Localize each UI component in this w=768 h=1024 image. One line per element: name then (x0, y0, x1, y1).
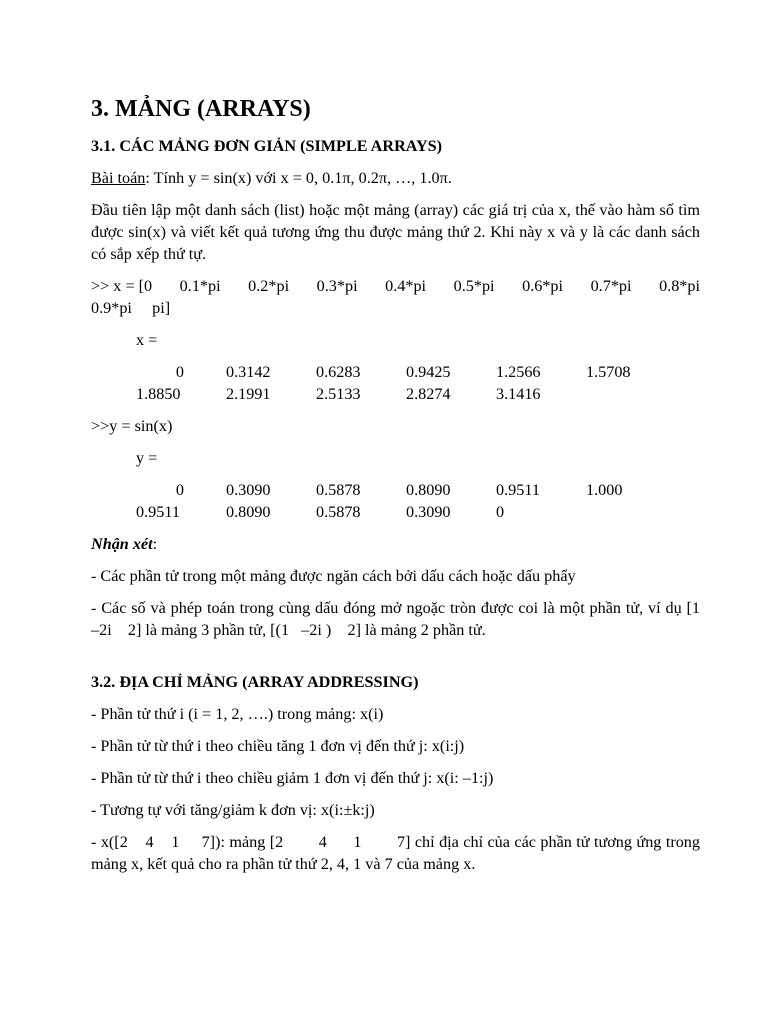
value-cell: 0 (496, 503, 505, 521)
addressing-item: - Tương tự với tăng/giảm k đơn vị: x(i:±k:j) (91, 801, 375, 819)
addressing-item: - Phần tử thứ i (i = 1, 2, ….) trong mảng: x(i) (91, 705, 384, 723)
value-cell: 0.8090 (226, 503, 271, 521)
problem-statement (91, 167, 700, 189)
cmd-x-token: 0.5*pi (453, 277, 495, 295)
remark-label: Nhận xét (91, 535, 153, 553)
value-cell: 2.1991 (226, 385, 271, 403)
addressing-item: - x([2 4 1 7]): mảng [2 4 1 7] chỉ địa chỉ của các phần tử tương ứng trong mảng x, kết quả cho ra phần tử thứ 2, 4, 1 và 7 của mảng x. (91, 833, 705, 873)
value-cell: 1.2566 (496, 363, 541, 381)
intro-paragraph: Đầu tiên lập một danh sách (list) hoặc một mảng (array) các giá trị của x, thế vào hàm số tìm được sin(x) và viết kết quả tương ứng thu được mảng thứ 2. Khi này x và y là các danh sách có sắp xếp thứ tự. (91, 201, 700, 263)
x-values-row1 (136, 361, 700, 383)
value-cell: 0.6283 (316, 363, 361, 381)
y-values-row2 (136, 501, 700, 523)
subsection-title-array-addressing: 3.2. ĐỊA CHỈ MẢNG (ARRAY ADDRESSING) (91, 673, 419, 691)
x-values (136, 361, 700, 405)
addressing-item: - Phần tử từ thứ i theo chiều giảm 1 đơn vị đến thứ j: x(i: –1:j) (91, 769, 494, 787)
cmd-x-token: >> x = [0 (91, 277, 153, 295)
value-cell: 0.3142 (226, 363, 271, 381)
value-cell: 0.9511 (496, 481, 540, 499)
y-label: y = (136, 449, 158, 467)
value-cell: 2.5133 (316, 385, 361, 403)
remark-item: - Các phần tử trong một mảng được ngăn cách bởi dấu cách hoặc dấu phẩy (91, 567, 576, 585)
y-values-row1 (136, 479, 700, 501)
value-cell: 0 (175, 481, 184, 499)
x-label: x = (136, 331, 158, 349)
value-cell: 0.5878 (316, 503, 361, 521)
cmd-x-token: 0.2*pi (248, 277, 290, 295)
value-cell: 0.5878 (316, 481, 361, 499)
remark-colon: : (152, 535, 158, 553)
value-cell: 0.3090 (406, 503, 451, 521)
cmd-x-token: 0.4*pi (385, 277, 427, 295)
command-x-line2: 0.9*pi pi] (91, 299, 171, 317)
cmd-x-token: 0.7*pi (590, 277, 632, 295)
value-cell: 0 (175, 363, 184, 381)
problem-text: : Tính y = sin(x) với x = 0, 0.1π, 0.2π, …, 1.0π. (145, 169, 452, 187)
cmd-x-token: 0.8*pi (659, 277, 700, 295)
command-x-line1 (91, 275, 700, 297)
value-cell: 1.000 (586, 481, 623, 499)
value-cell: 1.8850 (136, 385, 181, 403)
command-y: >>y = sin(x) (91, 417, 173, 435)
command-x (91, 275, 700, 319)
x-values-row2 (136, 383, 700, 405)
remark-item: - Các số và phép toán trong cùng dấu đóng mở ngoặc tròn được coi là một phần tử, ví dụ [1 –2i 2] là mảng 3 phần tử, [(1 –2i ) 2] là mảng 2 phần tử. (91, 599, 713, 639)
remark-heading (91, 533, 700, 555)
value-cell: 0.9511 (136, 503, 180, 521)
subsection-title-simple-arrays: 3.1. CÁC MẢNG ĐƠN GIẢN (SIMPLE ARRAYS) (91, 137, 443, 155)
value-cell: 0.8090 (406, 481, 451, 499)
section-title: 3. MẢNG (ARRAYS) (91, 96, 311, 122)
cmd-x-token: 0.1*pi (179, 277, 221, 295)
addressing-item: - Phần tử từ thứ i theo chiều tăng 1 đơn vị đến thứ j: x(i:j) (91, 737, 465, 755)
value-cell: 0.9425 (406, 363, 451, 381)
value-cell: 2.8274 (406, 385, 451, 403)
value-cell: 0.3090 (226, 481, 271, 499)
cmd-x-token: 0.3*pi (316, 277, 358, 295)
y-values (136, 479, 700, 523)
problem-label: Bài toán (91, 169, 146, 187)
value-cell: 1.5708 (586, 363, 631, 381)
cmd-x-token: 0.6*pi (522, 277, 564, 295)
value-cell: 3.1416 (496, 385, 541, 403)
document-page (91, 92, 713, 885)
